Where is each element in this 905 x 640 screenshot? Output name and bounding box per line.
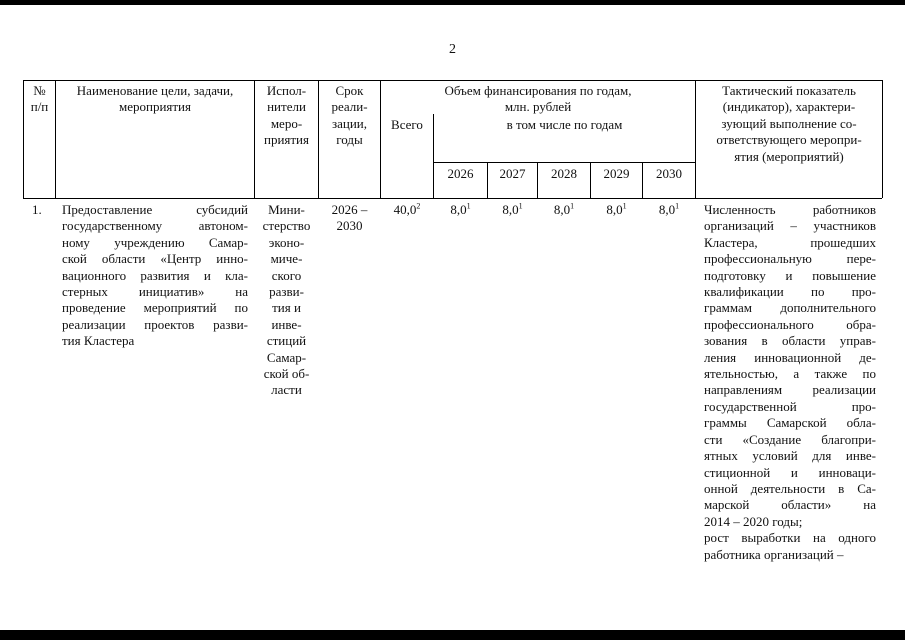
header-year-2026: 2026 xyxy=(447,166,474,181)
header-num: № п/п xyxy=(30,83,49,115)
row-year-value: 8,0 xyxy=(502,202,519,217)
row-name-line: вационного развития и кла- xyxy=(62,267,248,283)
row-year-value: 8,0 xyxy=(658,202,676,217)
row-executor: Мини- стерство эконо- миче- ского разви- тия и инве- стиций Самар- ской об- ласти xyxy=(262,202,311,398)
header-name: Наименование цели, задачи, мероприятия xyxy=(76,83,234,115)
row-indicator-line: направлениям реализации xyxy=(704,382,876,398)
row-name-line: государственному автоном- xyxy=(62,218,248,234)
row-indicator-line: Кластера, прошедших xyxy=(704,234,876,250)
header-year-2029: 2029 xyxy=(603,166,630,181)
row-indicator-line: государственной про- xyxy=(704,398,876,414)
row-indicator-line: зования в области управ- xyxy=(704,333,876,349)
footnote-mark: 1 xyxy=(675,201,680,211)
row-indicator-line: Численность работников xyxy=(704,202,876,217)
footnote-mark: 1 xyxy=(466,201,471,211)
row-indicator-line: подготовку и повышение xyxy=(704,267,876,283)
row-indicator-line: граммам дополнительного xyxy=(704,300,876,316)
row-year-value: 8,0 xyxy=(606,202,623,217)
header-total: Всего xyxy=(391,117,423,132)
row-indicator-line: сти «Создание благопри- xyxy=(704,431,876,447)
row-year-value: 8,0 xyxy=(450,202,467,217)
row-indicator-line: организаций – участников xyxy=(704,218,876,234)
row-number: 1. xyxy=(32,202,42,217)
row-name-line: реализации проектов разви- xyxy=(62,316,248,332)
row-indicator-line: ятельностью, а также по xyxy=(704,366,876,382)
footnote-mark: 2 xyxy=(416,201,421,211)
header-by-years: в том числе по годам xyxy=(506,117,623,132)
row-name xyxy=(62,202,248,350)
row-2028 xyxy=(537,202,591,218)
row-indicator-line: 2014 – 2020 годы; xyxy=(704,513,803,529)
row-indicator-line: марской области» на xyxy=(704,497,876,513)
row-indicator-line: стиционной и инноваци- xyxy=(704,464,876,480)
row-indicator-line: ления инновационной де- xyxy=(704,349,876,365)
footnote-mark: 1 xyxy=(570,201,575,211)
bottom-border xyxy=(0,630,905,640)
row-2026 xyxy=(433,202,488,218)
row-total xyxy=(380,202,434,218)
row-indicator-line: рост выработки на одного xyxy=(704,530,876,546)
header-funding: Объем финансирования по годам, млн. рублей xyxy=(444,83,632,115)
header-year-2027: 2027 xyxy=(499,166,526,181)
row-name-line: проведение мероприятий по xyxy=(62,300,248,316)
top-border xyxy=(0,0,905,5)
header-year-2030: 2030 xyxy=(656,166,682,181)
row-indicator-line: онной деятельности в Са- xyxy=(704,480,876,496)
row-total-value: 40,0 xyxy=(393,202,417,217)
row-indicator-line: ятных условий для инве- xyxy=(704,448,876,464)
row-indicator-line: квалификации по про- xyxy=(704,284,876,300)
header-period: Срок реали- зации, годы xyxy=(331,83,368,148)
header-year-2028: 2028 xyxy=(551,166,577,181)
row-name-line: Предоставление субсидий xyxy=(62,202,248,217)
row-indicator-line: граммы Самарской обла- xyxy=(704,415,876,431)
row-name-line: стерных инициатив» на xyxy=(62,284,248,300)
page-number: 2 xyxy=(449,42,456,57)
row-name-line: ному учреждению Самар- xyxy=(62,234,248,250)
header-indicator: Тактический показатель (индикатор), характери- зующий выполнение со- ответствующего меропри- ятия (мероприятий) xyxy=(716,83,862,164)
row-year-value: 8,0 xyxy=(553,202,571,217)
row-indicator xyxy=(704,202,876,563)
header-executors: Испол- нители меро- приятия xyxy=(263,83,309,148)
row-indicator-line: профессиональную пере- xyxy=(704,251,876,267)
footnote-mark: 1 xyxy=(622,201,627,211)
row-indicator-line: работника организаций – xyxy=(704,546,844,562)
row-2027 xyxy=(487,202,538,218)
row-2029 xyxy=(590,202,643,218)
row-period: 2026 – 2030 xyxy=(331,202,368,234)
row-name-line: тия Кластера xyxy=(62,333,135,349)
row-indicator-line: профессионального обра- xyxy=(704,316,876,332)
footnote-mark: 1 xyxy=(518,201,523,211)
row-2030 xyxy=(642,202,696,218)
row-name-line: ской области «Центр инно- xyxy=(62,251,248,267)
